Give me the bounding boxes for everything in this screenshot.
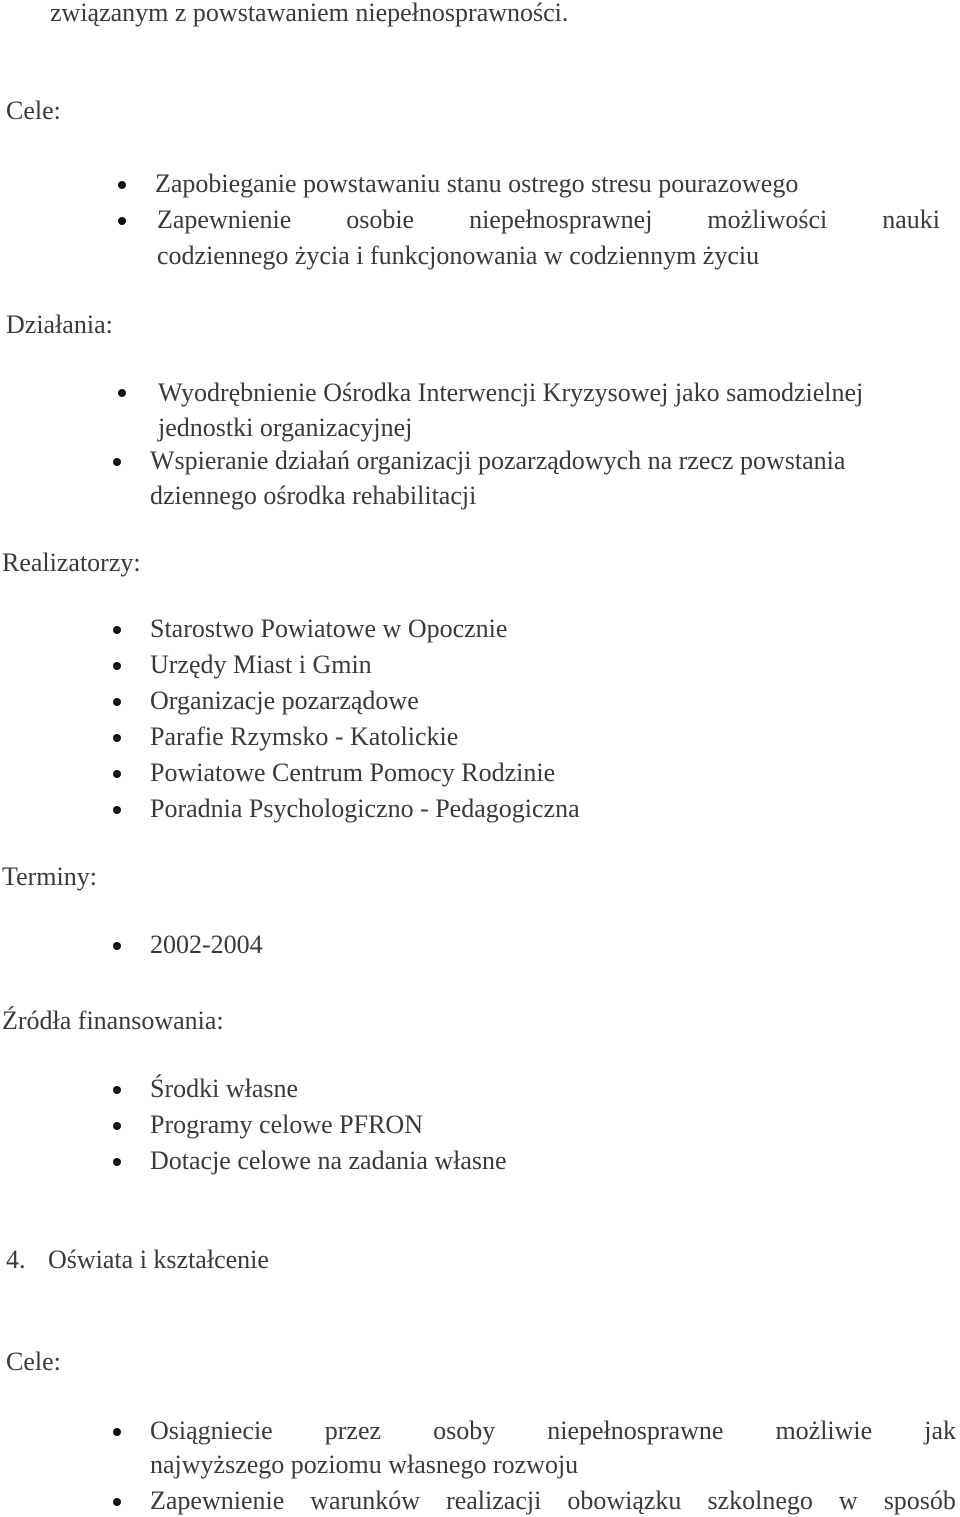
realizatorzy-item: Parafie Rzymsko - Katolickie <box>150 722 459 751</box>
bullet-icon <box>113 626 121 634</box>
bullet-icon <box>113 1428 121 1436</box>
word: szkolnego <box>707 1486 813 1515</box>
terminy-label: Terminy: <box>2 862 97 891</box>
bullet-icon <box>113 942 121 950</box>
realizatorzy-item: Poradnia Psychologiczno - Pedagogiczna <box>150 794 580 823</box>
terminy-item: 2002-2004 <box>150 930 263 959</box>
section-number: 4. <box>6 1245 26 1274</box>
zrodla-item: Środki własne <box>150 1074 299 1103</box>
intro-line: związanym z powstawaniem niepełnosprawności. <box>50 0 569 27</box>
section-title: Oświata i kształcenie <box>48 1245 269 1274</box>
dzialania-item-2-line2: dziennego ośrodka rehabilitacji <box>150 481 477 510</box>
realizatorzy-item: Starostwo Powiatowe w Opocznie <box>150 614 508 643</box>
cele-item-2-line1 <box>157 205 940 235</box>
cele-item-2-line2: codziennego życia i funkcjonowania w codziennym życiu <box>157 241 760 270</box>
word: możliwie <box>775 1416 873 1445</box>
zrodla-item: Programy celowe PFRON <box>150 1110 423 1139</box>
zrodla-item: Dotacje celowe na zadania własne <box>150 1146 507 1175</box>
bullet-icon <box>118 389 126 397</box>
cele-item-1: Zapobieganie powstawaniu stanu ostrego stresu pourazowego <box>155 169 799 198</box>
realizatorzy-item: Organizacje pozarządowe <box>150 686 419 715</box>
dzialania-item-1-line2: jednostki organizacyjnej <box>158 413 413 442</box>
word: możliwości <box>707 205 828 234</box>
zrodla-label: Źródła finansowania: <box>2 1006 224 1035</box>
word: warunków <box>310 1486 421 1515</box>
bullet-icon <box>113 458 121 466</box>
bullet-icon <box>113 1086 121 1094</box>
word: sposób <box>883 1486 956 1515</box>
word: Zapewnienie <box>157 205 292 234</box>
realizatorzy-item: Urzędy Miast i Gmin <box>150 650 372 679</box>
section4-cele-item-2-line1 <box>150 1486 956 1516</box>
word: osoby <box>433 1416 496 1445</box>
word: jak <box>924 1416 956 1445</box>
bullet-icon <box>113 1122 121 1130</box>
bullet-icon <box>118 217 126 225</box>
bullet-icon <box>113 770 121 778</box>
word: realizacji <box>446 1486 542 1515</box>
bullet-icon <box>113 734 121 742</box>
word: Osiągniecie <box>150 1416 273 1445</box>
dzialania-label: Działania: <box>6 310 113 339</box>
cele-label: Cele: <box>6 96 61 125</box>
word: Zapewnienie <box>150 1486 285 1515</box>
section4-cele-item-1-line1 <box>150 1416 956 1446</box>
word: obowiązku <box>567 1486 682 1515</box>
cele-label: Cele: <box>6 1347 61 1376</box>
bullet-icon <box>113 698 121 706</box>
dzialania-item-2-line1: Wspieranie działań organizacji pozarządowych na rzecz powstania <box>150 446 846 475</box>
bullet-icon <box>113 1498 121 1506</box>
bullet-icon <box>113 806 121 814</box>
word: przez <box>324 1416 382 1445</box>
section4-cele-item-1-line2: najwyższego poziomu własnego rozwoju <box>150 1450 579 1479</box>
word: w <box>838 1486 858 1515</box>
word: osobie <box>346 205 415 234</box>
word: niepełnosprawnej <box>469 205 653 234</box>
realizatorzy-item: Powiatowe Centrum Pomocy Rodzinie <box>150 758 556 787</box>
bullet-icon <box>118 181 126 189</box>
bullet-icon <box>113 1158 121 1166</box>
bullet-icon <box>113 662 121 670</box>
word: niepełnosprawne <box>547 1416 724 1445</box>
word: nauki <box>882 205 940 234</box>
dzialania-item-1-line1: Wyodrębnienie Ośrodka Interwencji Kryzysowej jako samodzielnej <box>158 378 864 407</box>
realizatorzy-label: Realizatorzy: <box>2 548 141 577</box>
